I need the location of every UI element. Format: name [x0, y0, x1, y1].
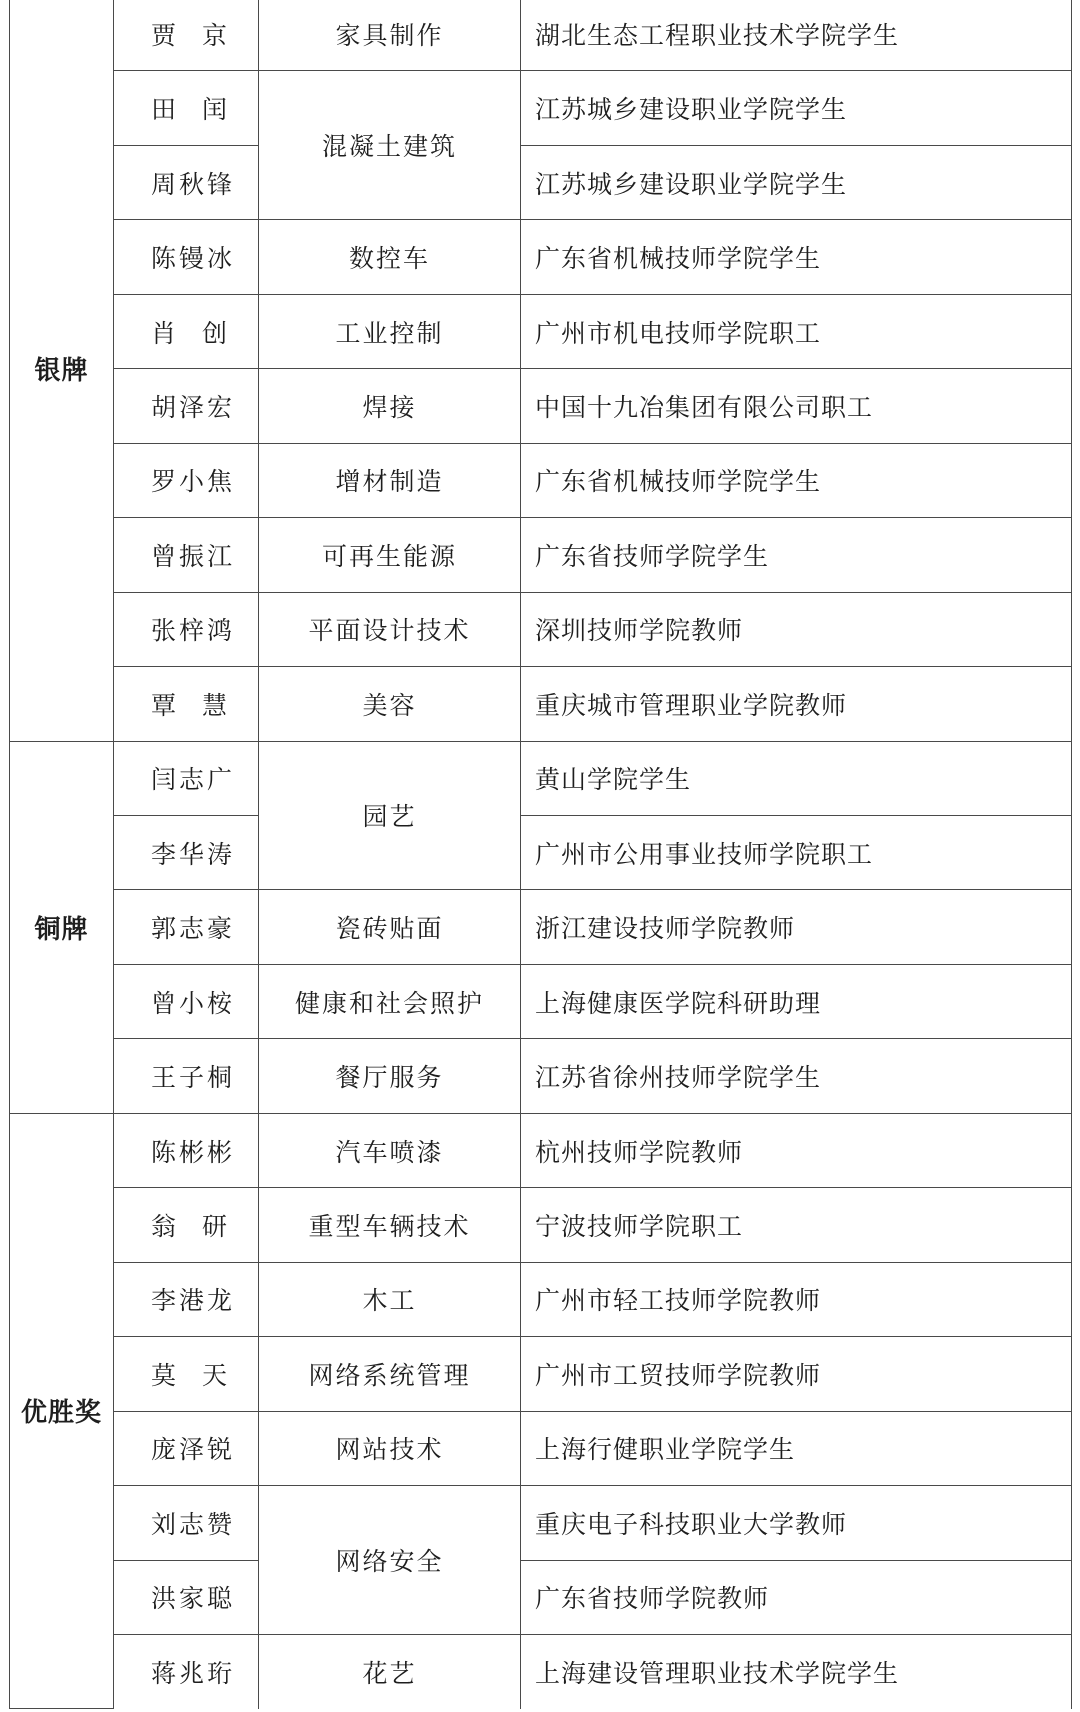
skill-cell: 园艺: [259, 741, 521, 890]
table-row: [10, 1039, 1072, 1113]
table-row: [10, 1634, 1072, 1708]
skill-cell: 网络系统管理: [259, 1337, 521, 1411]
winner-name-cell: 李华涛: [114, 815, 259, 889]
skill-cell: 健康和社会照护: [259, 964, 521, 1038]
skill-cell: 花艺: [259, 1634, 521, 1708]
organization-cell: 广东省技师学院学生: [521, 518, 1072, 592]
winner-name-cell: 陈彬彬: [114, 1113, 259, 1187]
organization-cell: 深圳技师学院教师: [521, 592, 1072, 666]
table-row: [10, 1337, 1072, 1411]
skill-cell: 重型车辆技术: [259, 1188, 521, 1262]
winner-name-cell: 闫志广: [114, 741, 259, 815]
skill-cell: 焊接: [259, 369, 521, 443]
winner-name-cell: 庞泽锐: [114, 1411, 259, 1485]
winner-name-cell: 李港龙: [114, 1262, 259, 1336]
winner-name-cell: 蒋兆珩: [114, 1634, 259, 1708]
winner-name-cell: 郭志豪: [114, 890, 259, 964]
winner-name-cell: 刘志赞: [114, 1486, 259, 1560]
winner-name-cell: 肖 创: [114, 294, 259, 368]
organization-cell: 重庆城市管理职业学院教师: [521, 667, 1072, 741]
skill-cell: 美容: [259, 667, 521, 741]
table-row: [10, 1188, 1072, 1262]
award-level-cell: 优胜奖: [10, 1113, 114, 1708]
table-row: [10, 592, 1072, 666]
organization-cell: 广州市轻工技师学院教师: [521, 1262, 1072, 1336]
organization-cell: 湖北生态工程职业技术学院学生: [521, 0, 1072, 71]
organization-cell: 宁波技师学院职工: [521, 1188, 1072, 1262]
award-winners-table: [9, 0, 1072, 1709]
table-row: [10, 1486, 1072, 1560]
winner-name-cell: 周秋锋: [114, 145, 259, 219]
winner-name-cell: 田 闰: [114, 71, 259, 145]
winner-name-cell: 曾振江: [114, 518, 259, 592]
winner-name-cell: 胡泽宏: [114, 369, 259, 443]
skill-cell: 增材制造: [259, 443, 521, 517]
table-row: [10, 1113, 1072, 1187]
winner-name-cell: 张梓鸿: [114, 592, 259, 666]
table-row: [10, 890, 1072, 964]
table-row: [10, 145, 1072, 219]
skill-cell: 平面设计技术: [259, 592, 521, 666]
skill-cell: 瓷砖贴面: [259, 890, 521, 964]
organization-cell: 广东省技师学院教师: [521, 1560, 1072, 1634]
organization-cell: 黄山学院学生: [521, 741, 1072, 815]
table-row: [10, 71, 1072, 145]
table-row: [10, 815, 1072, 889]
winner-name-cell: 曾小桉: [114, 964, 259, 1038]
organization-cell: 广东省机械技师学院学生: [521, 443, 1072, 517]
skill-cell: 汽车喷漆: [259, 1113, 521, 1187]
table-row: [10, 518, 1072, 592]
organization-cell: 浙江建设技师学院教师: [521, 890, 1072, 964]
skill-cell: 数控车: [259, 220, 521, 294]
table-row: [10, 0, 1072, 71]
table-row: [10, 369, 1072, 443]
winner-name-cell: 洪家聪: [114, 1560, 259, 1634]
skill-cell: 混凝土建筑: [259, 71, 521, 220]
skill-cell: 网络安全: [259, 1486, 521, 1635]
table-row: [10, 741, 1072, 815]
winner-name-cell: 罗小焦: [114, 443, 259, 517]
table-row: [10, 1262, 1072, 1336]
table-row: [10, 964, 1072, 1038]
winner-name-cell: 莫 天: [114, 1337, 259, 1411]
award-level-cell: 铜牌: [10, 741, 114, 1113]
organization-cell: 江苏省徐州技师学院学生: [521, 1039, 1072, 1113]
winner-name-cell: 翁 研: [114, 1188, 259, 1262]
skill-cell: 木工: [259, 1262, 521, 1336]
organization-cell: 杭州技师学院教师: [521, 1113, 1072, 1187]
organization-cell: 江苏城乡建设职业学院学生: [521, 145, 1072, 219]
organization-cell: 广东省机械技师学院学生: [521, 220, 1072, 294]
award-level-cell: 银牌: [10, 0, 114, 741]
table-row: [10, 1560, 1072, 1634]
table-row: [10, 443, 1072, 517]
organization-cell: 重庆电子科技职业大学教师: [521, 1486, 1072, 1560]
winner-name-cell: 王子桐: [114, 1039, 259, 1113]
organization-cell: 江苏城乡建设职业学院学生: [521, 71, 1072, 145]
skill-cell: 可再生能源: [259, 518, 521, 592]
table-row: [10, 220, 1072, 294]
winner-name-cell: 覃 慧: [114, 667, 259, 741]
skill-cell: 餐厅服务: [259, 1039, 521, 1113]
organization-cell: 广州市工贸技师学院教师: [521, 1337, 1072, 1411]
award-table-body: [10, 0, 1072, 1709]
table-row: [10, 1411, 1072, 1485]
organization-cell: 中国十九冶集团有限公司职工: [521, 369, 1072, 443]
table-row: [10, 294, 1072, 368]
organization-cell: 上海健康医学院科研助理: [521, 964, 1072, 1038]
skill-cell: 家具制作: [259, 0, 521, 71]
skill-cell: 网站技术: [259, 1411, 521, 1485]
winner-name-cell: 陈镘冰: [114, 220, 259, 294]
organization-cell: 广州市公用事业技师学院职工: [521, 815, 1072, 889]
organization-cell: 广州市机电技师学院职工: [521, 294, 1072, 368]
organization-cell: 上海行健职业学院学生: [521, 1411, 1072, 1485]
table-row: [10, 667, 1072, 741]
winner-name-cell: 贾 京: [114, 0, 259, 71]
organization-cell: 上海建设管理职业技术学院学生: [521, 1634, 1072, 1708]
skill-cell: 工业控制: [259, 294, 521, 368]
